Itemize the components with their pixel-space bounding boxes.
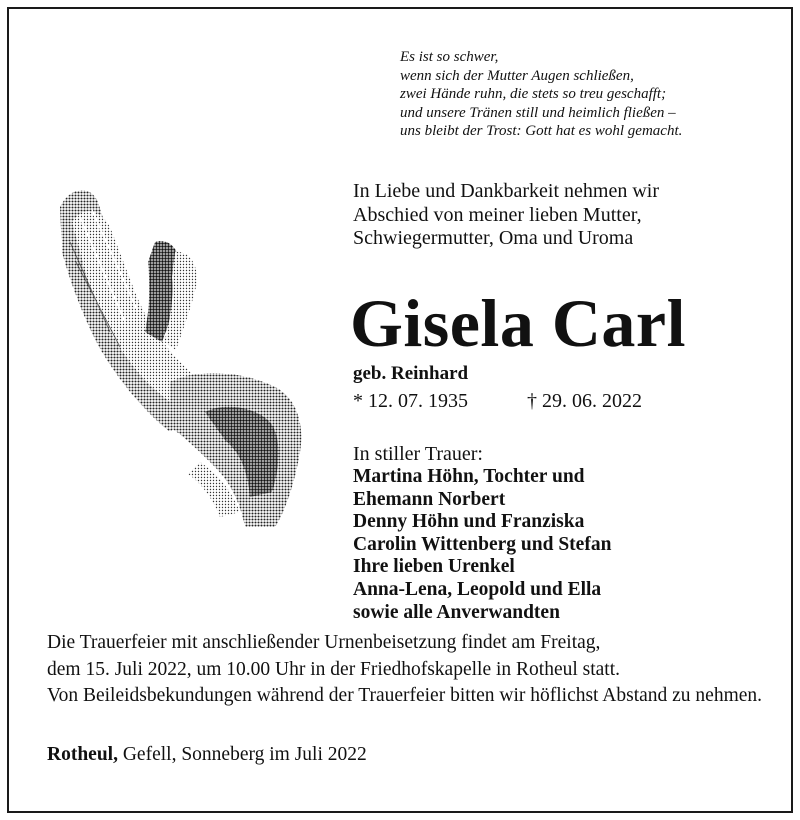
mourner-line: Martina Höhn, Tochter und <box>353 466 585 487</box>
poem-line: zwei Hände ruhn, die stets so treu geschafft; <box>400 86 667 102</box>
maiden-name: geb. Reinhard <box>353 363 469 384</box>
place-town: Rotheul, <box>47 744 118 765</box>
mourner-line: Carolin Wittenberg und Stefan <box>353 533 612 555</box>
poem <box>400 48 780 141</box>
mourner-line: Ehemann Norbert <box>353 488 506 510</box>
mourners-list <box>353 466 611 624</box>
notice-line: Die Trauerfeier mit anschließender Urnenbeisetzung findet am Freitag, <box>47 632 601 653</box>
notice-line: dem 15. Juli 2022, um 10.00 Uhr in der Friedhofskapelle in Rotheul statt. <box>47 658 621 680</box>
mourner-line: Anna-Lena, Leopold und Ella <box>353 578 602 600</box>
deceased-name: Gisela Carl <box>350 285 687 361</box>
intro-line: Schwiegermutter, Oma und Uroma <box>353 227 634 249</box>
place-rest: Gefell, Sonneberg im Juli 2022 <box>117 744 367 765</box>
mourner-line: Ihre lieben Urenkel <box>353 556 515 578</box>
mourner-line: Denny Höhn und Franziska <box>353 511 585 533</box>
poem-line: uns bleibt der Trost: Gott hat es wohl gemacht. <box>400 123 683 139</box>
praying-hands-icon <box>50 182 308 532</box>
death-date: † 29. 06. 2022 <box>527 390 642 412</box>
intro-line: Abschied von meiner lieben Mutter, <box>353 203 642 226</box>
intro-line: In Liebe und Dankbarkeit nehmen wir <box>353 180 660 202</box>
place-date <box>47 744 367 766</box>
poem-line: Es ist so schwer, <box>400 49 499 65</box>
funeral-notice <box>47 632 767 708</box>
birth-date: * 12. 07. 1935 <box>353 390 468 412</box>
poem-line: und unsere Tränen still und heimlich fließen – <box>400 104 676 121</box>
mourner-line: sowie alle Anverwandten <box>353 601 560 623</box>
notice-line: Von Beileidsbekundungen während der Trauerfeier bitten wir höflichst Abstand zu nehmen. <box>47 685 763 706</box>
poem-line: wenn sich der Mutter Augen schließen, <box>400 67 634 84</box>
mourning-label: In stiller Trauer: <box>353 443 483 465</box>
intro-text <box>353 180 659 251</box>
